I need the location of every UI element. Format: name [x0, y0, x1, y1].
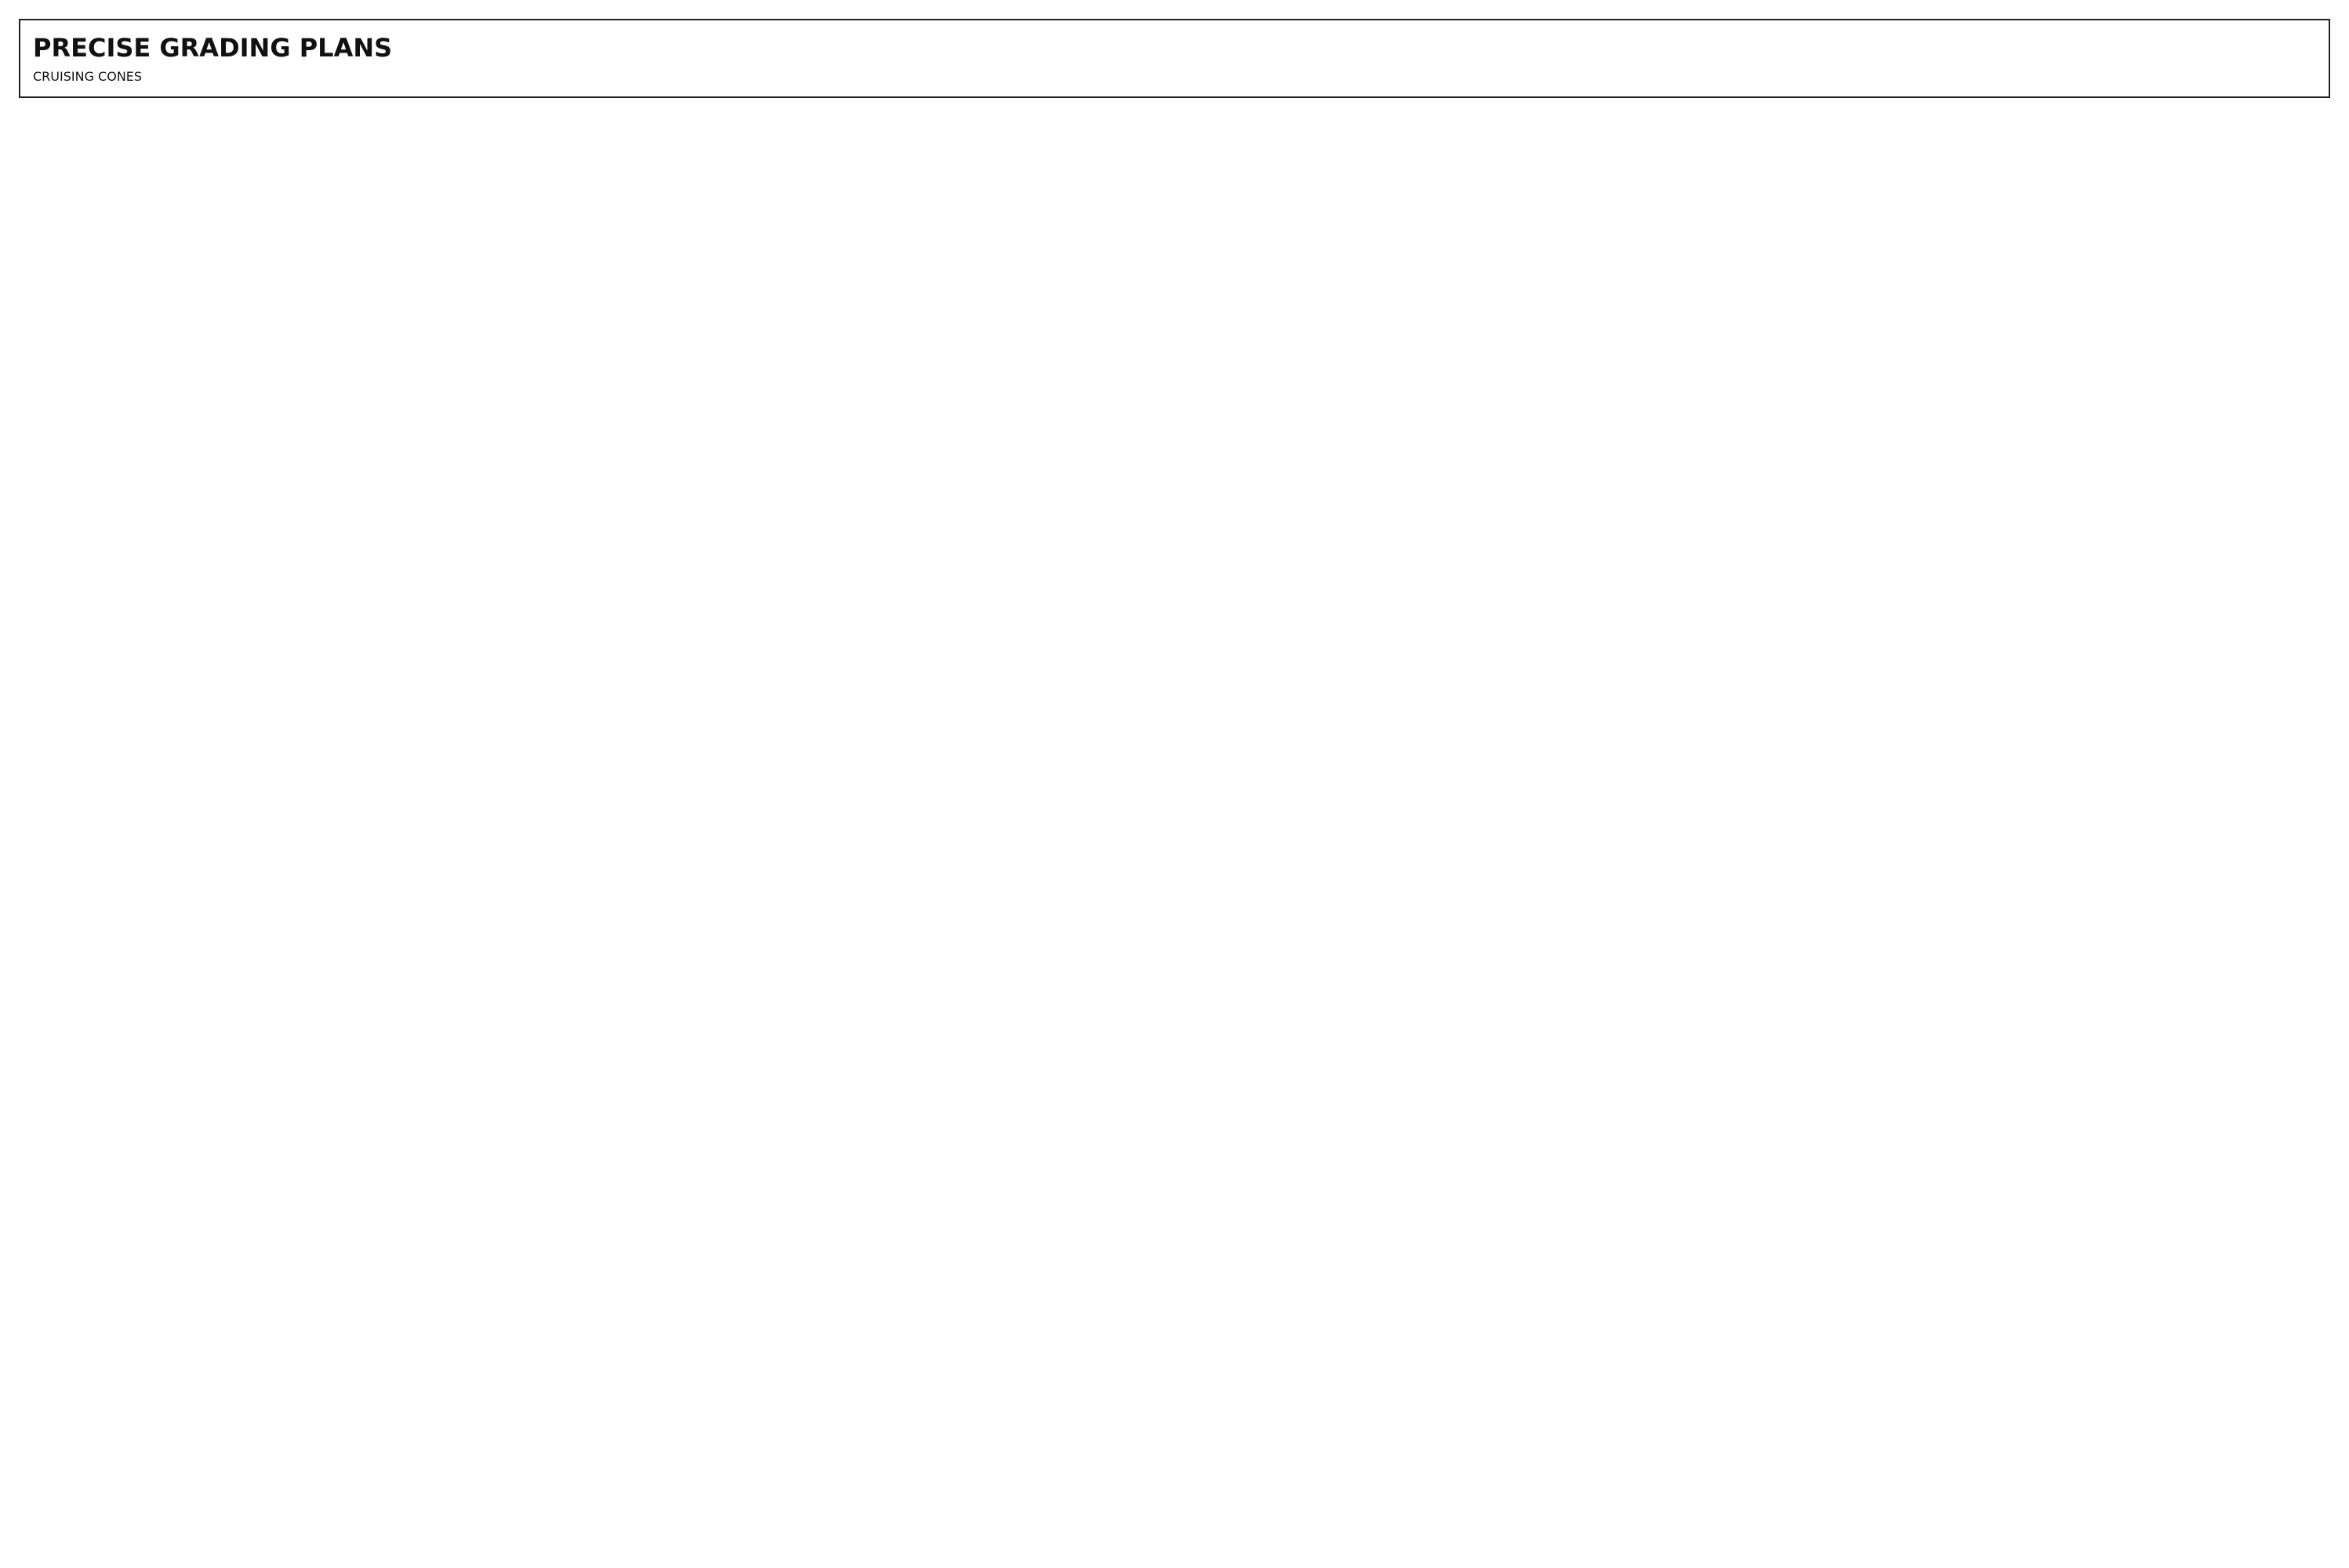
- sheet-title: PRECISE GRADING PLANS: [33, 33, 393, 63]
- drawing-sheet: [19, 19, 2330, 98]
- sheet-subtitle: CRUISING CONES: [33, 69, 143, 84]
